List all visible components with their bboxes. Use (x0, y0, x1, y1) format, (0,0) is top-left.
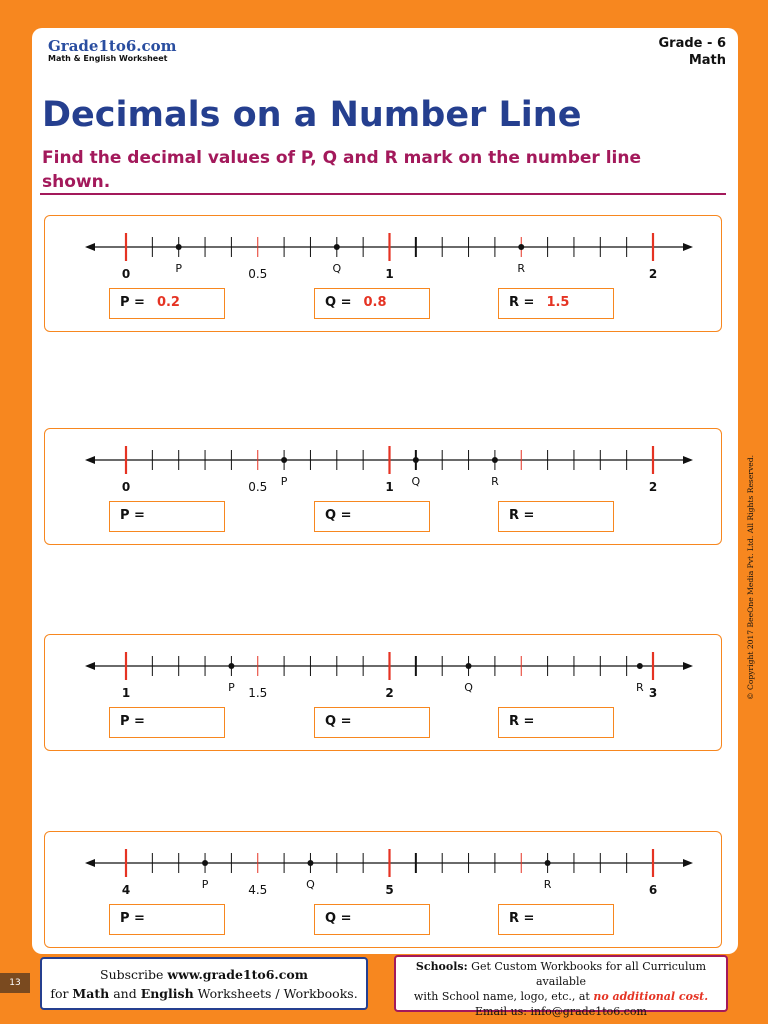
axis-tick-label: 6 (648, 883, 658, 897)
point-marker (518, 244, 524, 250)
title-divider (40, 193, 726, 195)
answer-label: R = (509, 508, 535, 523)
grade-label: Grade - 6 (658, 36, 726, 51)
point-label: Q (332, 262, 342, 275)
axis-tick-label: 0.5 (248, 480, 268, 494)
subject-label: Math (688, 53, 726, 68)
problem-panel (44, 634, 722, 751)
axis-tick-label: 1.5 (248, 686, 268, 700)
answer-label: Q = (325, 911, 352, 926)
schools-emphasis: no additional cost. (593, 990, 709, 1003)
number-line (45, 216, 723, 296)
subscribe-link[interactable]: www.grade1to6.com (167, 967, 308, 982)
left-arrow-icon (85, 243, 95, 251)
answer-box[interactable] (498, 904, 614, 935)
axis-tick-label: 0 (121, 267, 131, 281)
schools-line2: with School name, logo, etc., at (413, 990, 594, 1003)
answer-label: R = (509, 714, 535, 729)
point-marker (228, 663, 234, 669)
point-label: Q (464, 681, 473, 694)
subscribe-box (40, 957, 368, 1010)
page-number: 13 (0, 973, 30, 993)
axis-tick-label: 1 (385, 480, 394, 494)
answer-label: P = (120, 508, 145, 523)
point-marker (545, 860, 551, 866)
point-marker (637, 663, 643, 669)
answer-label: Q = (325, 508, 352, 523)
answer-box[interactable] (314, 707, 430, 738)
grade-subject (659, 35, 726, 69)
problem-panel (44, 831, 722, 948)
site-logo[interactable]: Grade1to6.com (48, 37, 177, 55)
answer-value: 1.5 (546, 295, 570, 310)
axis-tick-label: 2 (385, 686, 394, 700)
number-line (45, 635, 723, 715)
axis-tick-label: 0 (121, 480, 131, 494)
point-marker (176, 244, 182, 250)
point-marker (334, 244, 340, 250)
number-line (45, 832, 723, 912)
point-marker (281, 457, 287, 463)
answer-label: Q = (325, 295, 352, 310)
instructions: Find the decimal values of P, Q and R mark on the number line shown. (42, 148, 642, 192)
answer-box[interactable] (498, 707, 614, 738)
schools-email[interactable]: Email us: info@grade1to6.com (475, 1005, 647, 1018)
point-marker (492, 457, 498, 463)
answer-value: 0.2 (156, 295, 180, 310)
axis-tick-label: 3 (648, 686, 658, 700)
answer-box[interactable] (109, 707, 225, 738)
left-arrow-icon (85, 662, 95, 670)
point-label: Q (411, 475, 421, 488)
problem-panel (44, 428, 722, 545)
axis-tick-label: 2 (648, 267, 658, 281)
number-line (45, 429, 723, 509)
point-label: P (175, 262, 183, 275)
point-marker (307, 860, 313, 866)
left-arrow-icon (85, 456, 95, 464)
axis-tick-label: 4.5 (248, 883, 268, 897)
schools-line1: Get Custom Workbooks for all Curriculum available (467, 960, 707, 988)
point-marker (202, 860, 208, 866)
worksheet-title: Decimals on a Number Line (42, 95, 582, 135)
point-marker (466, 663, 472, 669)
axis-tick-label: 2 (648, 480, 658, 494)
point-label: R (491, 475, 499, 488)
answer-box[interactable] (109, 501, 225, 532)
answer-box[interactable] (109, 288, 225, 319)
subscribe-for: for (50, 986, 73, 1001)
subscribe-text: Subscribe (100, 967, 168, 982)
point-label: Q (306, 878, 315, 891)
answer-box[interactable] (498, 288, 614, 319)
answer-box[interactable] (314, 904, 430, 935)
subscribe-and: and (109, 986, 141, 1001)
answer-label: P = (120, 714, 145, 729)
schools-label: Schools: (415, 960, 468, 973)
subscribe-math: Math (72, 986, 110, 1001)
problem-panel (44, 215, 722, 332)
axis-tick-label: 5 (385, 883, 394, 897)
answer-label: R = (509, 911, 535, 926)
answer-value: 0.8 (363, 295, 387, 310)
axis-tick-label: 1 (385, 267, 394, 281)
copyright-notice: © Copyright 2017 BeeOne Media Pvt. Ltd. All Rights Reserved. (746, 454, 755, 700)
point-label: P (201, 878, 209, 891)
point-label: P (280, 475, 288, 488)
right-arrow-icon (683, 243, 693, 251)
answer-label: Q = (325, 714, 352, 729)
axis-tick-label: 1 (121, 686, 131, 700)
right-arrow-icon (683, 859, 693, 867)
axis-tick-label: 0.5 (248, 267, 268, 281)
subscribe-worksheets: Worksheets / Workbooks. (193, 986, 358, 1001)
schools-box (394, 955, 728, 1018)
answer-box[interactable] (498, 501, 614, 532)
subscribe-english: English (140, 986, 194, 1001)
answer-box[interactable] (314, 288, 430, 319)
answer-box[interactable] (109, 904, 225, 935)
right-arrow-icon (683, 456, 693, 464)
point-marker (413, 457, 419, 463)
point-label: P (228, 681, 235, 694)
point-label: R (635, 681, 644, 694)
answer-label: P = (120, 295, 145, 310)
site-tagline: Math & English Worksheet (48, 54, 168, 63)
answer-box[interactable] (314, 501, 430, 532)
point-label: R (543, 878, 552, 891)
left-arrow-icon (85, 859, 95, 867)
answer-label: P = (120, 911, 145, 926)
answer-label: R = (509, 295, 535, 310)
right-arrow-icon (683, 662, 693, 670)
axis-tick-label: 4 (121, 883, 131, 897)
point-label: R (517, 262, 526, 275)
